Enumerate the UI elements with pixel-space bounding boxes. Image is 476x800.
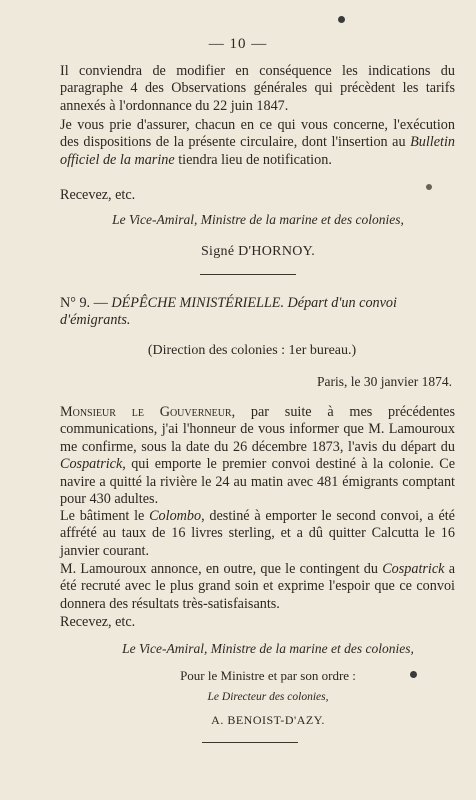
director-title: Le Directeur des colonies, <box>207 691 329 703</box>
paragraph-text: tiendra lieu de notification. <box>174 151 332 168</box>
paper-blemish <box>338 16 345 23</box>
paragraph-text: a été recruté avec le plus grand soin et exprime l'espoir que ce convoi donnera des résultats très-satisfaisants. <box>60 561 455 612</box>
page-number: — 10 — <box>208 36 268 52</box>
direction-line: (Direction des colonies : 1er bureau.) <box>147 343 357 358</box>
paragraph-text: Le bâtiment le <box>60 508 150 524</box>
salutation: Monsieur le Gouverneur, <box>60 404 236 420</box>
paragraph-text: Il conviendra de modifier en conséquence les indications du paragraphe 4 des Observations générales qui précèdent les tarifs annexés à l'ordonnance du 22 juin 1847. <box>60 63 455 114</box>
order-line: Pour le Ministre et par son ordre : <box>180 668 356 683</box>
ship-name: Cospatrick <box>382 561 445 577</box>
closing-recevez-2: Recevez, etc. <box>60 614 136 630</box>
paragraph-text: , destiné à emporter le second convoi, a été affrété au taux de 16 livres sterling, et a dû quitter Calcutta le 16 janvier courant. <box>60 508 455 559</box>
paragraph-text: par suite à mes précédentes communications, j'ai l'honneur de vous informer que M. Lamouroux me confirme, sous la date du 26 décembre 1873, l'avis du départ du <box>60 404 455 455</box>
signer-title-1: Le Vice-Amiral, Ministre de la marine et des colonies, <box>112 212 404 227</box>
ship-name: Colombo <box>149 508 202 524</box>
paragraph-convoy <box>60 404 455 508</box>
paper-blemish <box>426 184 432 190</box>
paragraph-execution <box>60 117 455 169</box>
paper-blemish <box>410 671 417 678</box>
paragraph-text: , qui emporte le premier convoi destiné à la colonie. Ce navire a quitté la rivière le 24 au matin avec 481 émigrants comptant pour 430 adultes. <box>60 456 455 508</box>
director-name: A. BENOIST-D'AZY. <box>211 713 325 727</box>
dispatch-number: N° 9. — <box>60 295 108 311</box>
dateline: Paris, le 30 janvier 1874. <box>317 374 452 389</box>
paragraph-text: M. Lamouroux annonce, en outre, que le contingent du <box>60 561 383 577</box>
dispatch-heading <box>60 295 455 330</box>
paragraph-colombo <box>60 508 455 560</box>
dispatch-title: DÉPÊCHE MINISTÉRIELLE. <box>111 295 284 311</box>
ship-name: Cospatrick <box>60 456 123 473</box>
paragraph-text: Je vous prie d'assurer, chacun en ce qui vous concerne, l'exécution des dispositions de la présente circulaire, dont l'insertion au <box>60 117 455 151</box>
signer-title-2: Le Vice-Amiral, Ministre de la marine et des colonies, <box>122 641 414 656</box>
dispatch-subtitle: Départ d'un convoi d'émigrants. <box>60 295 397 329</box>
closing-recevez-1: Recevez, etc. <box>60 187 136 203</box>
section-divider <box>200 274 296 275</box>
paragraph-recruitment <box>60 561 455 613</box>
paragraph-tariffs <box>60 63 455 115</box>
bottom-divider <box>202 742 298 743</box>
signature-hornoy: Signé D'HORNOY. <box>200 244 316 259</box>
bulletin-title: Bulletin officiel de la marine <box>60 134 455 168</box>
